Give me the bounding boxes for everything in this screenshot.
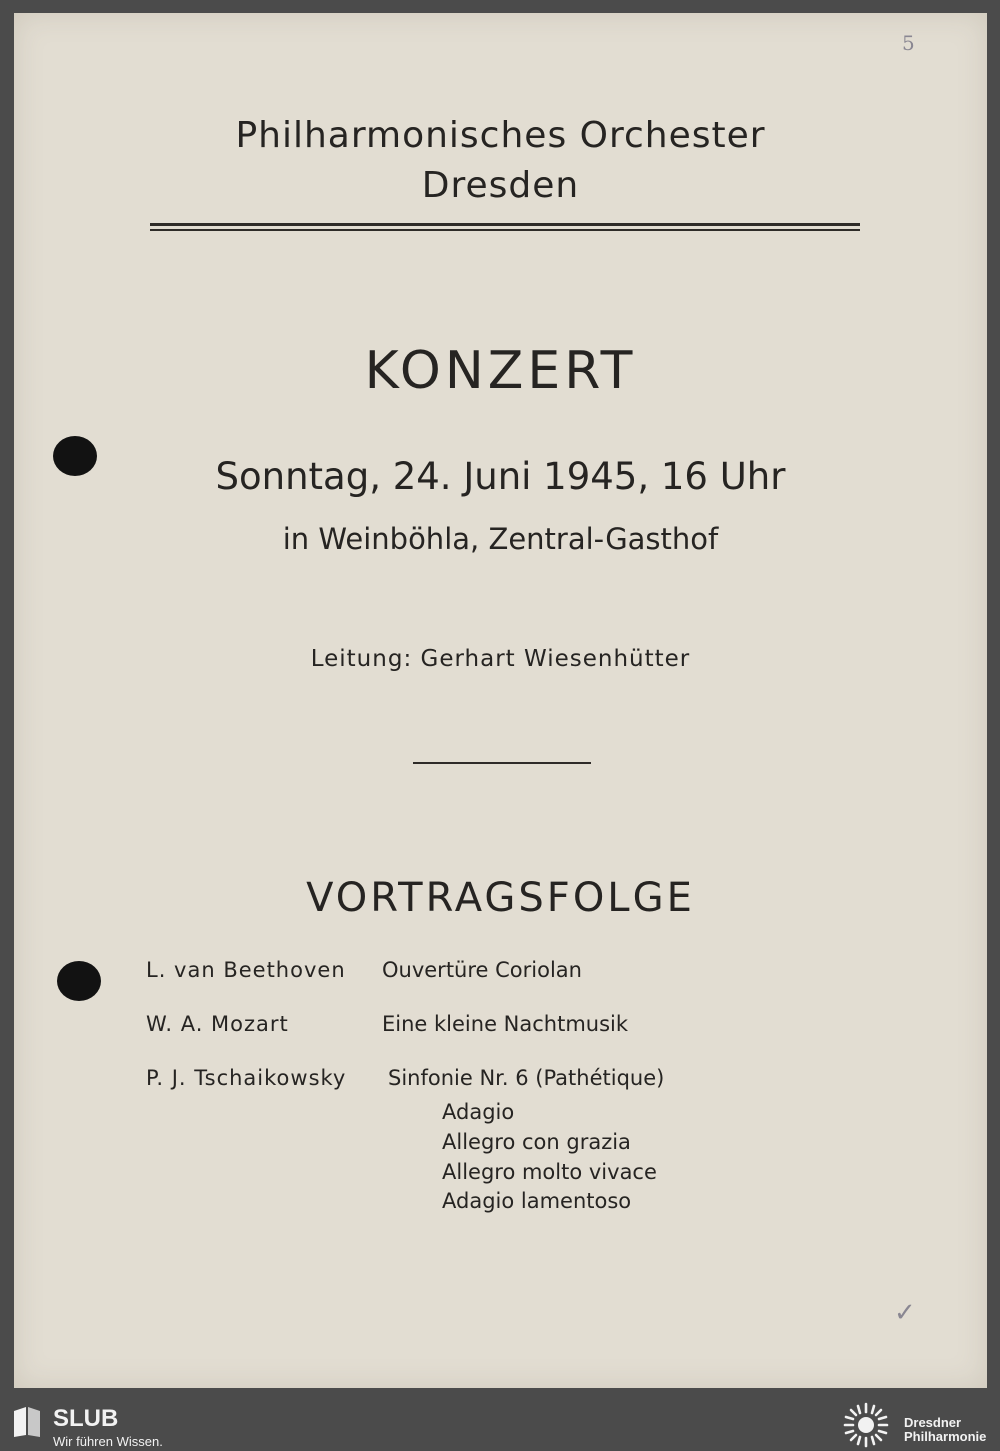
pencil-check-mark: ✓ bbox=[894, 1298, 916, 1328]
composer-beethoven: L. van Beethoven bbox=[146, 958, 346, 982]
work-coriolan: Ouvertüre Coriolan bbox=[382, 958, 582, 982]
orchestra-city: Dresden bbox=[421, 165, 580, 206]
movement-3: Allegro molto vivace bbox=[442, 1160, 657, 1184]
pencil-annotation: 5 bbox=[902, 31, 915, 55]
section-divider bbox=[413, 762, 591, 764]
concert-date: Sonntag, 24. Juni 1945, 16 Uhr bbox=[215, 455, 786, 498]
movement-2: Allegro con grazia bbox=[442, 1130, 631, 1154]
slub-tagline: Wir führen Wissen. bbox=[53, 1434, 163, 1449]
movement-1: Adagio bbox=[442, 1100, 515, 1124]
work-nachtmusik: Eine kleine Nachtmusik bbox=[382, 1012, 629, 1036]
punch-hole bbox=[57, 961, 101, 1001]
conductor: Leitung: Gerhart Wiesenhütter bbox=[310, 646, 691, 672]
footer-bar bbox=[0, 1400, 1000, 1451]
composer-tschaikowsky: P. J. Tschaikowsky bbox=[146, 1066, 347, 1090]
concert-program-sheet bbox=[14, 13, 987, 1388]
header-rule-top bbox=[150, 223, 860, 226]
concert-title: KONZERT bbox=[364, 341, 637, 401]
orchestra-name: Philharmonisches Orchester bbox=[235, 115, 766, 156]
composer-mozart: W. A. Mozart bbox=[146, 1012, 289, 1036]
slub-logo-text: SLUB bbox=[53, 1405, 119, 1432]
concert-venue: in Weinböhla, Zentral-Gasthof bbox=[282, 522, 719, 556]
movement-4: Adagio lamentoso bbox=[442, 1189, 632, 1213]
dresdner-philharmonie-logo-icon bbox=[840, 1400, 892, 1450]
program-heading: VORTRAGSFOLGE bbox=[306, 875, 695, 921]
slub-book-icon bbox=[12, 1405, 42, 1439]
header-rule-bottom bbox=[150, 229, 860, 231]
work-pathetique: Sinfonie Nr. 6 (Pathétique) bbox=[388, 1066, 665, 1090]
dresdner-philharmonie-line1: Dresdner bbox=[904, 1415, 962, 1430]
dresdner-philharmonie-line2: Philharmonie bbox=[904, 1429, 987, 1444]
